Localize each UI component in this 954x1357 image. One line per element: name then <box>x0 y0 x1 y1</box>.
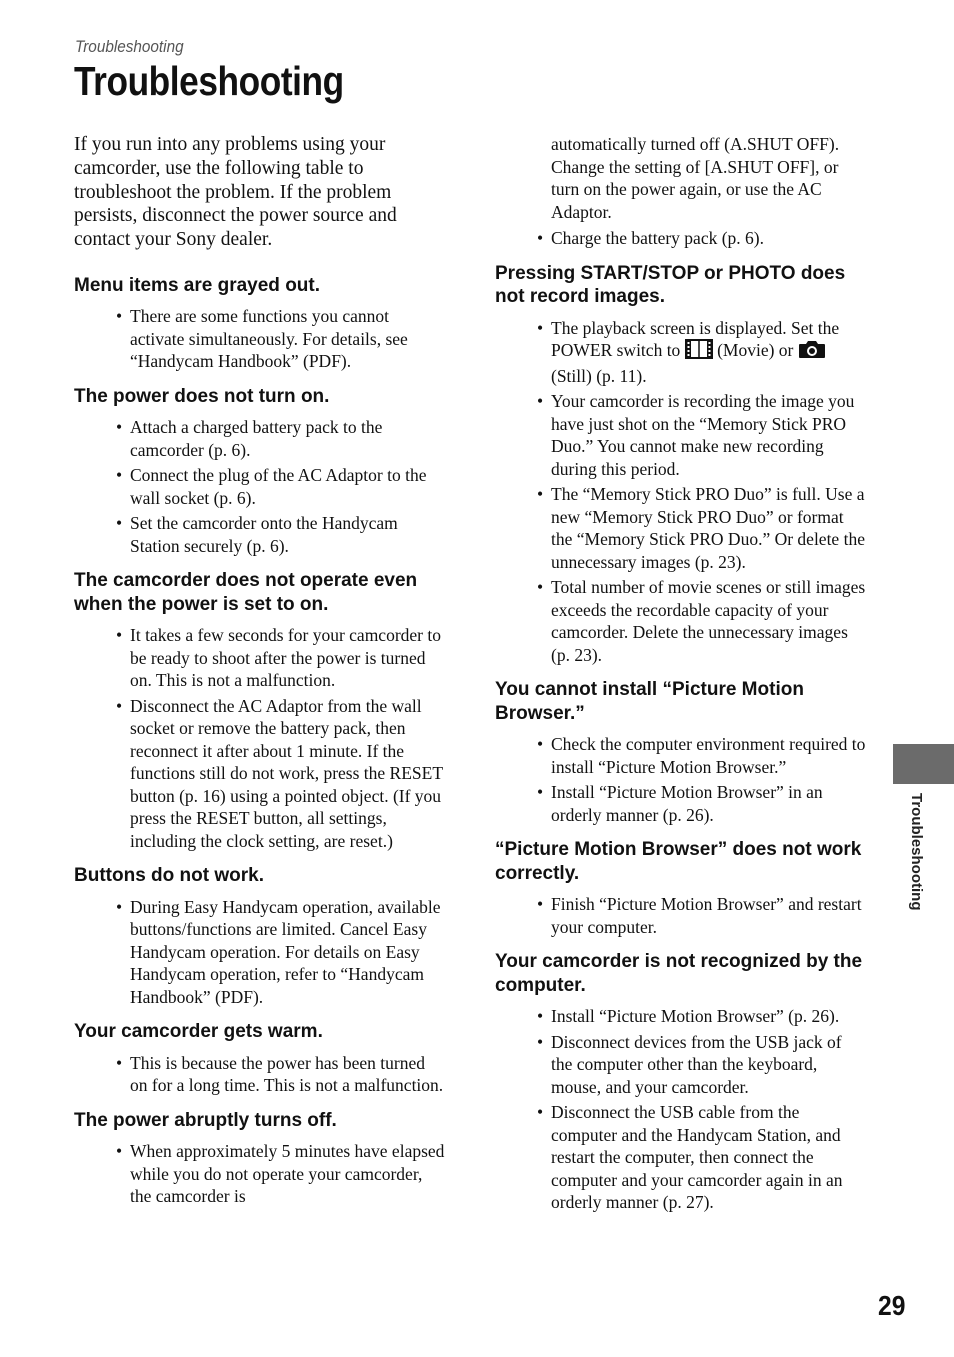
list-item: • Total number of movie scenes or still images exceeds the recordable capacity of your camcorder. Delete the unnecessary images (p. 23). <box>495 576 867 666</box>
section-heading: The camcorder does not operate even when the power is set to on. <box>74 570 418 615</box>
list-item: • It takes a few seconds for your camcorder to be ready to shoot after the power is turned on. This is not a malfunction. <box>74 624 446 692</box>
chapter-tab-marker <box>893 744 954 784</box>
section-bullets <box>495 893 867 938</box>
list-item: • Disconnect the USB cable from the computer and the Handycam Station, and restart the computer, then connect the computer and your camcorder again in an orderly manner (p. 27). <box>495 1101 867 1214</box>
list-item <box>495 317 867 388</box>
intro-paragraph: If you run into any problems using your camcorder, use the following table to troubleshoot the problem. If the problem persists, disconnect the power source and contact your Sony dealer. <box>74 134 397 251</box>
section-heading: Buttons do not work. <box>74 865 264 887</box>
list-item: • During Easy Handycam operation, available buttons/functions are limited. Cancel Easy Handycam operation. For details on Easy Handycam operation, refer to “Handycam Handbook” (PDF). <box>74 896 446 1009</box>
list-item: • When approximately 5 minutes have elapsed while you do not operate your camcorder, the camcorder is <box>74 1140 446 1208</box>
section-heading: The power does not turn on. <box>74 385 330 407</box>
troubleshooting-section <box>74 274 446 373</box>
troubleshooting-section <box>74 864 446 1008</box>
section-bullets <box>74 305 446 373</box>
list-item: • Install “Picture Motion Browser” in an orderly manner (p. 26). <box>495 781 867 826</box>
page-title: Troubleshooting <box>74 58 344 104</box>
right-column <box>495 133 867 1226</box>
list-item: • Charge the battery pack (p. 6). <box>495 227 867 250</box>
section-heading: Your camcorder gets warm. <box>74 1021 323 1043</box>
section-bullets <box>495 1005 867 1214</box>
film-strip-icon <box>685 339 713 365</box>
section-bullets <box>495 733 867 826</box>
section-heading: Pressing START/STOP or PHOTO does not record images. <box>495 262 846 307</box>
section-bullets <box>495 317 867 667</box>
section-heading: The power abruptly turns off. <box>74 1109 337 1131</box>
troubleshooting-section <box>74 1020 446 1097</box>
list-item: • Check the computer environment required to install “Picture Motion Browser.” <box>495 733 867 778</box>
list-item: • The “Memory Stick PRO Duo” is full. Use a new “Memory Stick PRO Duo” or format the “Memory Stick PRO Duo.” Or delete the unnecessary images (p. 23). <box>495 483 867 573</box>
continued-text: automatically turned off (A.SHUT OFF). Change the setting of [A.SHUT OFF], or turn on the power again, or use the AC Adaptor. <box>551 134 840 222</box>
left-column <box>74 133 446 1220</box>
section-bullets <box>74 1052 446 1097</box>
troubleshooting-section <box>495 838 867 938</box>
troubleshooting-section <box>74 1109 446 1208</box>
section-heading: You cannot install “Picture Motion Browser.” <box>495 679 804 724</box>
list-item: • There are some functions you cannot activate simultaneously. For details, see “Handycam Handbook” (PDF). <box>74 305 446 373</box>
section-bullets <box>74 416 446 557</box>
right-sections <box>495 678 867 1214</box>
list-item: • Finish “Picture Motion Browser” and restart your computer. <box>495 893 867 938</box>
troubleshooting-section <box>74 569 446 852</box>
section-bullets <box>74 896 446 1009</box>
section-bullets <box>74 1140 446 1208</box>
list-item: • Set the camcorder onto the Handycam Station securely (p. 6). <box>74 512 446 557</box>
list-item: • Disconnect devices from the USB jack of the computer other than the keyboard, mouse, and your camcorder. <box>495 1031 867 1099</box>
list-item-text: (Still) (p. 11). <box>551 365 647 386</box>
section-heading: “Picture Motion Browser” does not work correctly. <box>495 839 862 884</box>
troubleshooting-section <box>495 950 867 1214</box>
list-item: • Install “Picture Motion Browser” (p. 26). <box>495 1005 867 1028</box>
camera-icon <box>798 339 826 365</box>
section-heading: Your camcorder is not recognized by the computer. <box>495 951 863 996</box>
page-number: 29 <box>878 1290 906 1321</box>
section-pressing-start-stop <box>495 262 867 667</box>
list-item-text: The playback screen is displayed. Set the POWER switch to <box>551 317 840 360</box>
troubleshooting-section <box>74 385 446 558</box>
list-item-text: (Movie) or <box>717 340 794 360</box>
section-bullets <box>74 624 446 852</box>
left-sections <box>74 274 446 1208</box>
list-item: • Connect the plug of the AC Adaptor to the wall socket (p. 6). <box>74 464 446 509</box>
troubleshooting-section <box>495 678 867 826</box>
chapter-tab-label: Troubleshooting <box>908 793 925 911</box>
running-head: Troubleshooting <box>75 37 184 56</box>
continued-bullets <box>495 227 867 250</box>
list-item: • Your camcorder is recording the image you have just shot on the “Memory Stick PRO Duo.” You cannot make new recording during this period. <box>495 390 867 480</box>
section-heading: Menu items are grayed out. <box>74 274 321 296</box>
list-item: • This is because the power has been turned on for a long time. This is not a malfunction. <box>74 1052 446 1097</box>
list-item: • Disconnect the AC Adaptor from the wall socket or remove the battery pack, then reconnect it after about 1 minute. If the functions still do not work, press the RESET button (p. 16) using a pointed object. (If you press the RESET button, all settings, including the clock setting, are reset.) <box>74 695 446 853</box>
list-item: • Attach a charged battery pack to the camcorder (p. 6). <box>74 416 446 461</box>
